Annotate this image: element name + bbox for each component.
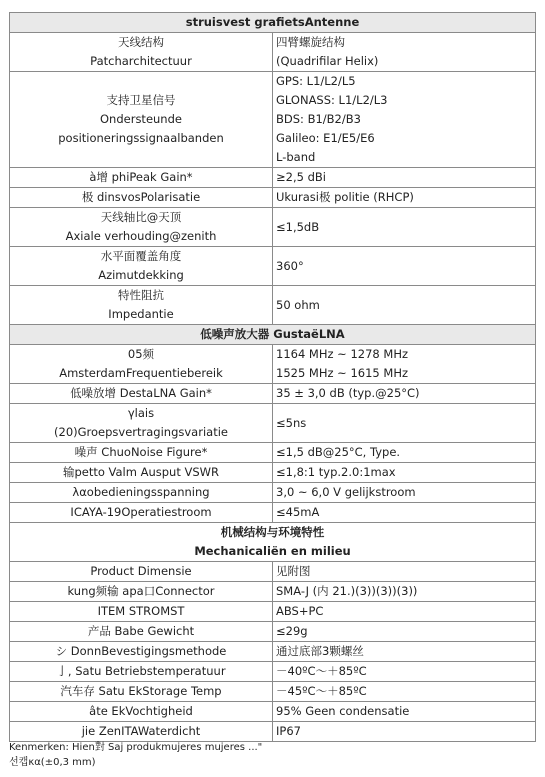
- row-label: [10, 247, 273, 286]
- cell-line: GLONASS: L1/L2/L3: [276, 93, 388, 107]
- cell-line: Azimutdekking: [98, 268, 184, 282]
- section-title: [10, 325, 536, 345]
- cell-line: －45ºC～＋85ºC: [276, 684, 367, 698]
- row-value: [273, 443, 536, 463]
- cell-line: Ukurasi极 politie (RHCP): [276, 190, 414, 204]
- cell-line: 支持卫星信号: [106, 93, 176, 107]
- row-value: [273, 33, 536, 72]
- cell-line: ≥2,5 dBi: [276, 170, 326, 184]
- cell-line: à增 phiPeak Gain*: [89, 170, 193, 184]
- row-label: [10, 582, 273, 602]
- cell-line: IP67: [276, 724, 301, 738]
- table-row: [10, 682, 536, 702]
- section-row: [10, 325, 536, 345]
- table-row: [10, 188, 536, 208]
- table-row: [10, 345, 536, 384]
- row-label: [10, 662, 273, 682]
- row-label: [10, 642, 273, 662]
- table-row: [10, 503, 536, 523]
- cell-line: Patcharchitectuur: [90, 54, 192, 68]
- cell-line: ≤1,5 dB@25°C, Type.: [276, 445, 401, 459]
- cell-line: ≤1,5dB: [276, 219, 320, 234]
- section-row: [10, 523, 536, 562]
- table-row: [10, 72, 536, 168]
- cell-line: (20)Groepsvertragingsvariatie: [54, 425, 228, 439]
- table-row: [10, 384, 536, 404]
- row-label: [10, 463, 273, 483]
- table-row: [10, 208, 536, 247]
- row-value: [273, 384, 536, 404]
- row-value: [273, 168, 536, 188]
- table-row: [10, 483, 536, 503]
- row-label: [10, 622, 273, 642]
- cell-line: 见附图: [276, 564, 311, 578]
- cell-line: âte EkVochtigheid: [89, 704, 193, 718]
- row-label: [10, 72, 273, 168]
- table-row: [10, 662, 536, 682]
- row-label: [10, 483, 273, 503]
- cell-line: Ondersteunde: [100, 112, 182, 126]
- table-row: [10, 622, 536, 642]
- cell-line: 05频: [127, 347, 155, 361]
- cell-line: L-band: [276, 150, 316, 164]
- cell-line: ≤45mA: [276, 505, 320, 519]
- table-row: [10, 582, 536, 602]
- note-line: 선캡κα(±0,3 mm): [9, 757, 96, 768]
- cell-line: 输petto Valm Ausput VSWR: [62, 465, 220, 479]
- cell-line: 汽车存 Satu EkStorage Temp: [60, 684, 222, 698]
- table-row: [10, 168, 536, 188]
- row-label: [10, 702, 273, 722]
- row-value: [273, 642, 536, 662]
- row-value: [273, 503, 536, 523]
- cell-line: 95% Geen condensatie: [276, 704, 410, 718]
- row-label: [10, 503, 273, 523]
- cell-line: 极 dinsvosPolarisatie: [81, 190, 201, 204]
- cell-line: Galileo: E1/E5/E6: [276, 131, 375, 145]
- table-row: [10, 247, 536, 286]
- row-value: [273, 286, 536, 325]
- cell-line: 3,0 ~ 6,0 V gelijkstroom: [276, 485, 416, 499]
- cell-line: 1164 MHz ~ 1278 MHz: [276, 347, 409, 361]
- row-value: [273, 463, 536, 483]
- cell-line: Product Dimensie: [90, 564, 192, 578]
- row-value: [273, 602, 536, 622]
- cell-line: －40ºC～＋85ºC: [276, 664, 367, 678]
- cell-line: GPS: L1/L2/L5: [276, 74, 356, 88]
- section-title: [10, 523, 536, 562]
- cell-line: シ DonnBevestigingsmethode: [55, 644, 227, 658]
- section-title-line: 低噪声放大器 GustaëLNA: [200, 327, 345, 341]
- row-label: [10, 345, 273, 384]
- spec-table: [9, 12, 536, 742]
- table-row: [10, 602, 536, 622]
- row-value: [273, 188, 536, 208]
- cell-line: (Quadrifilar Helix): [276, 54, 379, 68]
- row-label: [10, 33, 273, 72]
- cell-line: 通过底部3颗螺丝: [276, 644, 364, 658]
- table-title: struisvest grafietsAntenne: [10, 13, 536, 33]
- cell-line: 1525 MHz ~ 1615 MHz: [276, 366, 409, 380]
- table-row: [10, 463, 536, 483]
- cell-line: 50 ohm: [276, 297, 320, 312]
- cell-line: 天线轴比@天顶: [100, 210, 182, 224]
- cell-line: 水平面覆盖角度: [100, 249, 182, 263]
- cell-line: Impedantie: [108, 307, 174, 321]
- row-label: [10, 384, 273, 404]
- cell-line: ABS+PC: [276, 604, 324, 618]
- row-label: [10, 286, 273, 325]
- row-label: [10, 602, 273, 622]
- cell-line: ≤29g: [276, 624, 308, 638]
- row-value: [273, 722, 536, 742]
- cell-line: γlais: [127, 406, 155, 420]
- cell-line: 360°: [276, 258, 304, 273]
- cell-line: 产品 Babe Gewicht: [87, 624, 195, 638]
- notes: [9, 740, 262, 770]
- row-value: [273, 622, 536, 642]
- cell-line: jie ZenITAWaterdicht: [81, 724, 201, 738]
- row-value: [273, 72, 536, 168]
- cell-line: BDS: B1/B2/B3: [276, 112, 361, 126]
- cell-line: λαobedieningsspanning: [72, 485, 210, 499]
- row-value: [273, 247, 536, 286]
- cell-line: SMA-J (内 21.)(3))(3))(3)): [276, 584, 418, 598]
- row-value: [273, 208, 536, 247]
- section-title-line: 机械结构与环境特性: [220, 525, 325, 539]
- table-row: [10, 286, 536, 325]
- row-value: [273, 483, 536, 503]
- row-value: [273, 582, 536, 602]
- cell-line: 低噪放增 DestaLNA Gain*: [70, 386, 212, 400]
- row-label: [10, 682, 273, 702]
- row-label: [10, 562, 273, 582]
- cell-line: 特性阻抗: [118, 288, 164, 302]
- cell-line: ≤5ns: [276, 415, 307, 430]
- cell-line: kung频输 apa口Connector: [67, 584, 215, 598]
- row-value: [273, 662, 536, 682]
- row-label: [10, 722, 273, 742]
- cell-line: Axiale verhouding@zenith: [65, 229, 217, 243]
- table-row: [10, 642, 536, 662]
- table-row: [10, 33, 536, 72]
- cell-line: positioneringssignaalbanden: [58, 131, 224, 145]
- row-label: [10, 168, 273, 188]
- row-label: [10, 208, 273, 247]
- title-row: [10, 13, 536, 33]
- row-label: [10, 188, 273, 208]
- row-label: [10, 404, 273, 443]
- row-value: [273, 702, 536, 722]
- table-row: [10, 702, 536, 722]
- row-value: [273, 562, 536, 582]
- section-title-line: Mechanicaliën en milieu: [194, 544, 351, 558]
- cell-line: 四臂螺旋结构: [276, 35, 345, 49]
- cell-line: AmsterdamFrequentiebereik: [59, 366, 223, 380]
- table-row: [10, 562, 536, 582]
- cell-line: ≤1,8:1 typ.2.0:1max: [276, 465, 396, 479]
- cell-line: 天线结构: [118, 35, 164, 49]
- cell-line: 噪声 ChuoNoise Figure*: [74, 445, 208, 459]
- cell-line: 35 ± 3,0 dB (typ.@25°C): [276, 386, 420, 400]
- cell-line: 亅, Satu Betriebstemperatuur: [56, 664, 226, 678]
- cell-line: ICAYA-19Operatiestroom: [70, 505, 212, 519]
- row-value: [273, 345, 536, 384]
- row-label: [10, 443, 273, 463]
- table-row: [10, 443, 536, 463]
- cell-line: ITEM STROMST: [97, 604, 185, 618]
- row-value: [273, 404, 536, 443]
- note-line: Kenmerken: Hien對 Saj produkmujeres mujeres ...": [9, 742, 263, 753]
- table-row: [10, 722, 536, 742]
- table-row: [10, 404, 536, 443]
- row-value: [273, 682, 536, 702]
